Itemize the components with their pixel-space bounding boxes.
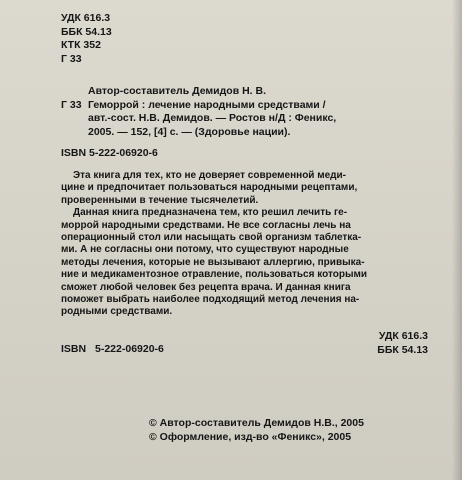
isbn-bottom: ISBN 5-222-06920-6 — [61, 343, 164, 355]
copyright-block — [149, 416, 364, 444]
udk-code-bottom: УДК 616.3 — [378, 330, 428, 342]
udk-code: УДК 616.3 — [61, 12, 111, 24]
card-line: Геморрой : лечение народными средствами / — [88, 98, 326, 111]
page-edge-shadow — [452, 0, 462, 480]
bbk-code-bottom: ББК 54.13 — [377, 344, 428, 356]
isbn-top: ISBN 5-222-06920-6 — [61, 147, 158, 159]
card-line: авт.-сост. Н.В. Демидов. — Ростов н/Д : Феникс, — [88, 112, 337, 124]
annotation-line: сможет любой человек без рецепта врача. И данная книга — [61, 281, 351, 293]
card-index: Г 33 — [61, 98, 82, 111]
classification-codes — [61, 12, 112, 66]
annotation-text — [61, 170, 433, 319]
bbk-code: ББК 54.13 — [61, 25, 112, 38]
annotation-line: операционный стол или насыщать свой организм таблетка- — [61, 232, 362, 244]
annotation-line: проверенными в течение тысячелетий. — [61, 194, 259, 206]
annotation-line: ми. А не согласны они потому, что существуют народные — [61, 244, 349, 256]
ktk-code: КТК 352 — [61, 39, 101, 51]
annotation-line: моррой народными средствами. Не все согласны лечь на — [61, 219, 351, 231]
author-index: Г 33 — [61, 52, 82, 65]
bottom-codes — [377, 329, 428, 357]
catalog-card — [61, 85, 421, 139]
card-description — [88, 99, 421, 140]
annotation-line: поможет выбрать наиболее подходящий метод лечения на- — [61, 294, 360, 306]
annotation-line: цине и предпочитает пользоваться народными рецептами, — [61, 182, 358, 194]
annotation-line: методы лечения, которые не вызывают аллергию, привыка- — [61, 256, 365, 268]
annotation-line: ние и медикаментозное отравление, пользоваться которыми — [61, 269, 368, 281]
card-author: Автор-составитель Демидов Н. В. — [88, 85, 266, 97]
copyright-design: © Оформление, изд-во «Феникс», 2005 — [149, 431, 352, 443]
annotation-line: Данная книга предназначена тем, кто решил лечить ге- — [73, 207, 348, 219]
annotation-line: Эта книга для тех, кто не доверяет современной меди- — [73, 170, 347, 181]
annotation-line: родными средствами. — [61, 306, 173, 318]
copyright-author: © Автор-составитель Демидов Н.В., 2005 — [149, 417, 364, 429]
card-line: 2005. — 152, [4] с. — (Здоровье нации). — [88, 125, 291, 138]
